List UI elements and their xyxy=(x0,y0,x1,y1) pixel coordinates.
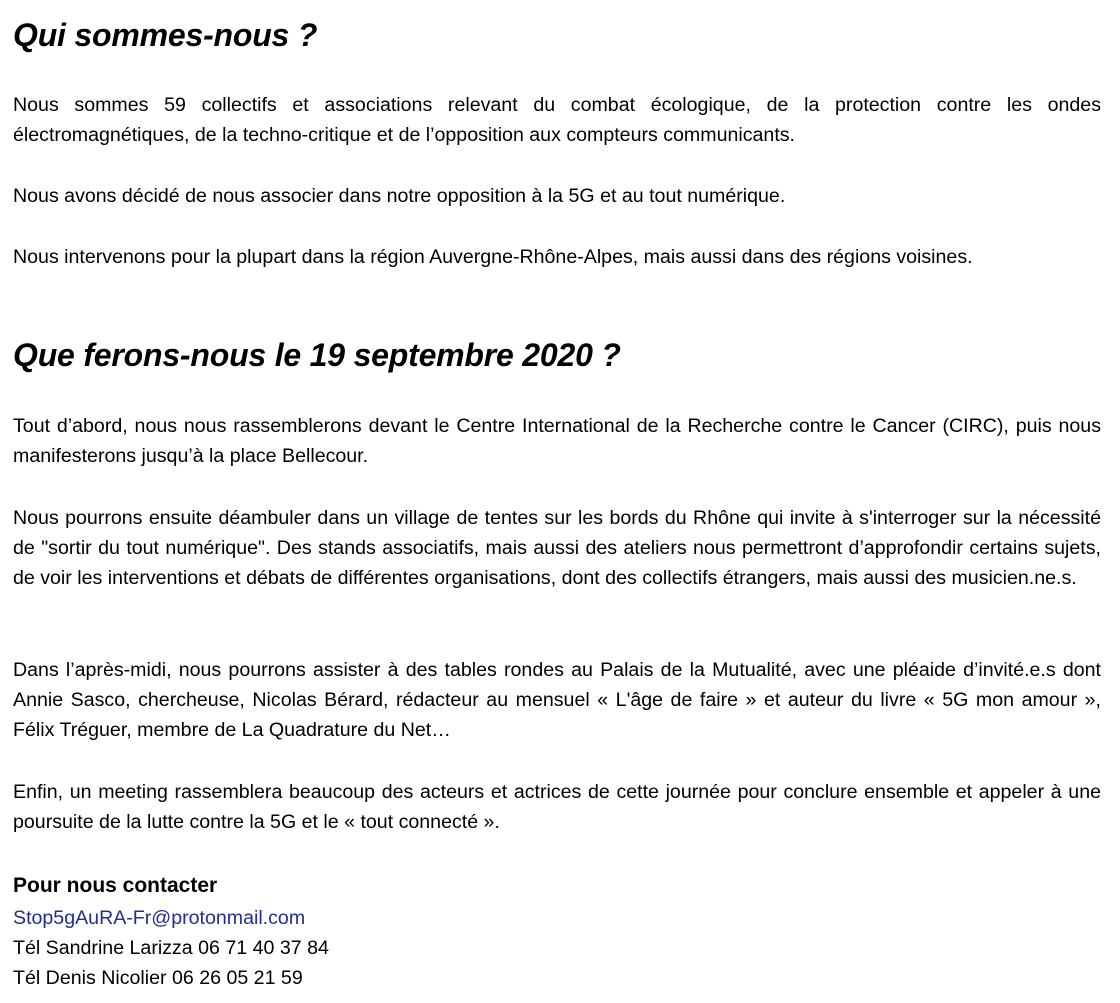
paragraph-event-3: Dans l’après-midi, nous pourrons assister à des tables rondes au Palais de la Mutualité, avec une pléaide d’invité.e.s dont Annie Sasco, chercheuse, Nicolas Bérard, rédacteur au mensuel « L'âge de faire » et auteur du livre « 5G mon amour », Félix Tréguer, membre de La Quadrature du Net… xyxy=(13,659,1101,741)
paragraph-who-3: Nous intervenons pour la plupart dans la région Auvergne-Rhône-Alpes, mais aussi dans des régions voisines. xyxy=(13,246,973,268)
contact-phone-sandrine: Tél Sandrine Larizza 06 71 40 37 84 xyxy=(13,937,329,959)
paragraph-who-1: Nous sommes 59 collectifs et associations relevant du combat écologique, de la protection contre les ondes électromagnétiques, de la techno-critique et de l’opposition aux compteurs communicants. xyxy=(13,94,1101,146)
paragraph-event-4: Enfin, un meeting rassemblera beaucoup des acteurs et actrices de cette journée pour conclure ensemble et appeler à une poursuite de la lutte contre la 5G et le « tout connecté ». xyxy=(13,781,1101,833)
heading-who-are-we: Qui sommes-nous ? xyxy=(13,17,318,53)
paragraph-event-2: Nous pourrons ensuite déambuler dans un village de tentes sur les bords du Rhône qui invite à s'interroger sur la nécessité de "sortir du tout numérique". Des stands associatifs, mais aussi des ateliers nous permettront d’approfondir certains sujets, de voir les interventions et débats de différentes organisations, dont des collectifs étrangers, mais aussi des musicien.ne.s. xyxy=(13,507,1101,589)
paragraph-who-2: Nous avons décidé de nous associer dans notre opposition à la 5G et au tout numérique. xyxy=(13,185,786,207)
heading-what-will-we-do: Que ferons-nous le 19 septembre 2020 ? xyxy=(13,337,621,373)
paragraph-event-1: Tout d’abord, nous nous rassemblerons devant le Centre International de la Recherche contre le Cancer (CIRC), puis nous manifesterons jusqu’à la place Bellecour. xyxy=(13,415,1101,467)
contact-phone-denis: Tél Denis Nicolier 06 26 05 21 59 xyxy=(13,967,303,989)
contact-title: Pour nous contacter xyxy=(13,874,218,897)
contact-email-link[interactable]: Stop5gAuRA-Fr@protonmail.com xyxy=(13,907,306,929)
